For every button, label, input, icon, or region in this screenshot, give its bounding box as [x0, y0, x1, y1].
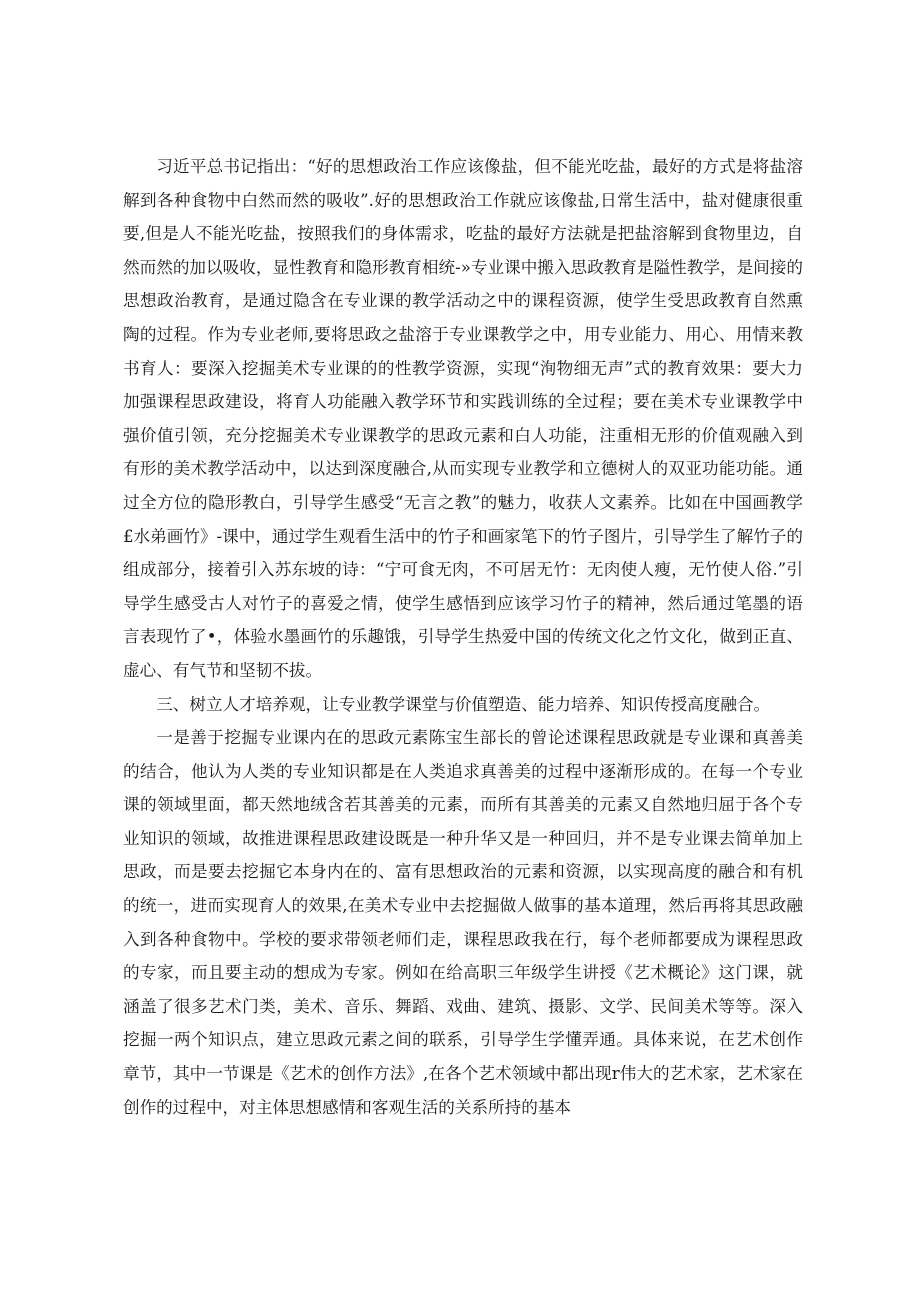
paragraph-salt-analogy: 习近平总书记指出：“好的思想政治工作应该像盐，但不能光吃盐，最好的方式是将盐溶解到各种食物中白然而然的吸收”.好的思想政治工作就应该像盐,日常生活中，盐对健康很重要,但是人不能光吃盐，按照我们的身体需求，吃盐的最好方法就是把盐溶解到食物里边，自然而然的加以吸收，显性教育和隐形教育相统-»专业课中搬入思政教育是隘性教学，是间接的思想政治教育，是通过隐含在专业课的教学活动之中的课程资源，使学生受思政教育自然熏陶的过程。作为专业老师,要将思政之盐溶于专业课教学之中，用专业能力、用心、用情来教书育人：要深入挖掘美术专业课的的性教学资源，实现“洵物细无声”式的教育效果：要大力加强课程思政建设，将育人功能融入教学环节和实践训练的全过程；要在美术专业课教学中强价值引领，充分挖掘美术专业课教学的思政元素和白人功能，注重相无形的价值观融入到有形的美术教学活动中，以达到深度融合,从而实现专业教学和立德树人的双亚功能功能。通过全方位的隐形教白，引导学生感受“无言之教”的魅力，收获人文素养。比如在中国画教学£水弟画竹》-课中，通过学生观看生活中的竹子和画家笔下的竹子图片，引导学生了解竹子的组成部分，接着引入苏东坡的诗：“宁可食无肉，不可居无竹：无肉使人瘦，无竹使人俗.”引导学生感受古人对竹子的喜爱之情，使学生感悟到应该学习竹子的精神，然后通过笔墨的语言表现竹了•，体验水墨画竹的乐趣饿，引导学生热爱中国的传统文化之竹文化，做到正直、虚心、有气节和坚韧不拔。: [123, 157, 803, 680]
paragraph-section-three-heading: 三、树立人才培养观，让专业教学课堂与价值塑造、能力培养、知识传授高度融合。: [156, 694, 771, 714]
paragraph-ideological-elements: 一是善于挖掘专业课内在的思政元素陈宝生部长的曾论述课程思政就是专业课和真善美的结合，他认为人类的专业知识都是在人类追求真善美的过程中逐渐形成的。在每一个专业课的领域里面，都天然地绒含若其善美的元素，而所有其善美的元素又自然地归屈于各个专业知识的领域，故推进课程思政建设既是一种升华又是一种回归，并不是专业课去简单加上思政，而是要去挖掘它本身内在的、富有思想政治的元素和资源，以实现高度的融合和有机的统一，进而实现育人的效果,在美术专业中去挖掘做人做事的基本道理，然后再将其思政融入到各种食物中。学校的要求带领老师们走，课程思政我在行，每个老师都要成为课程思政的专家，而且要主动的想成为专家。例如在给高职三年级学生讲授《艺术概论》这门课，就涵盖了很多艺术门类，美术、音乐、舞蹈、戏曲、建筑、摄影、文学、民间美术等等。深入挖掘一两个知识点，建立思政元素之间的联系，引导学生学懂弄通。具体来说，在艺术创作章节，其中一节课是《艺术的创作方法》,在各个艺术领域中都出现r伟大的艺术家，艺术家在创作的过程中，对主体思想感情和客观生活的关系所持的基本: [123, 728, 803, 1117]
document-body: [123, 150, 803, 1124]
